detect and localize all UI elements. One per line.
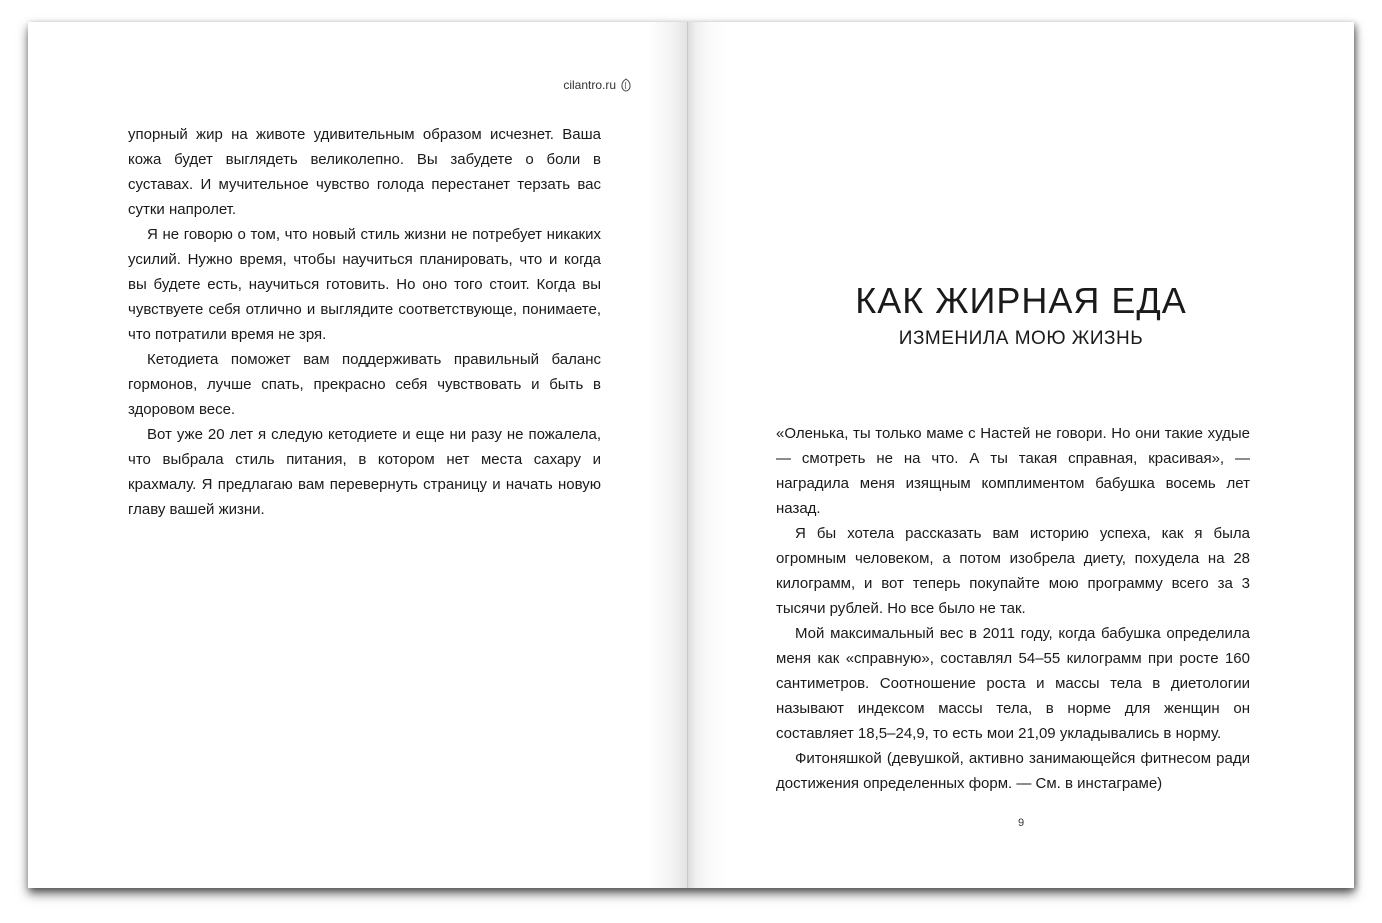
cilantro-logo-icon [620, 78, 632, 92]
paragraph: Я бы хотела рассказать вам историю успеха, как я была огромным человеком, а потом изобрела диету, похудела на 28 килограмм, и вот теперь покупайте мою программу всего за 3 тысячи рублей. Но все было не так. [776, 525, 1250, 617]
paragraph: Фитоняшкой (девушкой, активно занимающейся фитнесом ради достижения определенных форм. — См. в инстаграме) [776, 750, 1250, 792]
right-page [688, 22, 1354, 888]
paragraph: Вот уже 20 лет я следую кетодиете и еще ни разу не пожалела, что выбрала стиль питания, в котором нет места сахару и крахмалу. Я предлагаю вам перевернуть страницу и начать новую главу вашей жизни. [128, 426, 601, 518]
page-number: 9 [1017, 817, 1025, 829]
chapter-title: КАК ЖИРНАЯ ЕДА [855, 280, 1187, 321]
paragraph: упорный жир на животе удивительным образом исчезнет. Ваша кожа будет выглядеть великолепно. Вы забудете о боли в суставах. И мучительное чувство голода перестанет терзать вас сутки напролет. [128, 126, 601, 218]
chapter-subtitle: ИЗМЕНИЛА МОЮ ЖИЗНЬ [898, 328, 1144, 349]
paragraph: Мой максимальный вес в 2011 году, когда бабушка определила меня как «справную», составлял 54–55 килограмм при росте 160 сантиметров. Соотношение роста и массы тела в диетологии называют индексом массы тела, в норме для женщин он составляет 18,5–24,9, то есть мои 21,09 укладывались в норму. [776, 625, 1250, 742]
left-body-text [128, 122, 601, 522]
running-head [563, 78, 632, 92]
left-page [28, 22, 688, 888]
book-spread [28, 22, 1354, 888]
paragraph: «Оленька, ты только маме с Настей не говори. Но они такие худые — смотреть не на что. А ты такая справная, красивая», — наградила меня изящным комплиментом бабушка восемь лет назад. [776, 425, 1250, 517]
paragraph: Кетодиета поможет вам поддерживать правильный баланс гормонов, лучше спать, прекрасно себя чувствовать и быть в здоровом весе. [128, 351, 601, 418]
paragraph: Я не говорю о том, что новый стиль жизни не потребует никаких усилий. Нужно время, чтобы научиться планировать, что и когда вы будете есть, научиться готовить. Но оно того стоит. Когда вы чувствуете себя отлично и выглядите соответствующе, понимаете, что потратили время не зря. [128, 226, 601, 343]
right-body-text [776, 421, 1250, 796]
running-head-text: cilantro.ru [563, 78, 616, 92]
